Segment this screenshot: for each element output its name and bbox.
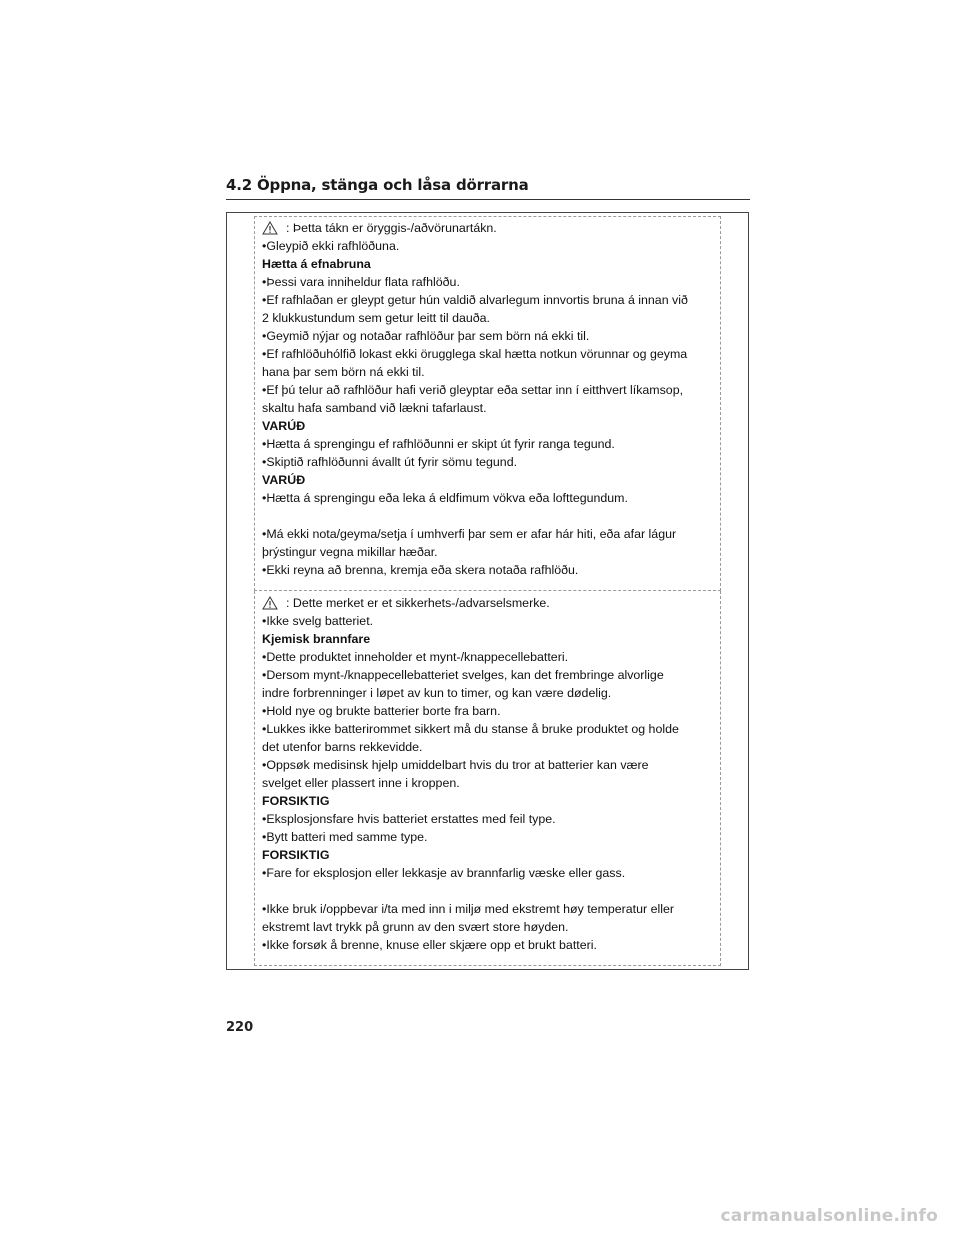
warning-intro-text: : Dette merket er et sikkerhets-/advarselsmerke. [286, 596, 550, 610]
hazard-heading: Hætta á efnabruna [262, 257, 371, 271]
text-line: •Lukkes ikke batterirommet sikkert må du stanse å bruke produktet og holde [262, 722, 679, 736]
warning-intro-text: : Þetta tákn er öryggis-/aðvörunartákn. [286, 221, 497, 235]
text-line: •Dette produktet inneholder et mynt-/knappecellebatteri. [262, 650, 569, 664]
text-line: 2 klukkustundum sem getur leitt til dauða. [262, 311, 490, 325]
text-line: •Ef rafhlaðan er gleypt getur hún valdið alvarlegum innvortis bruna á innan við [262, 293, 688, 307]
caution-heading: VARÚÐ [262, 419, 306, 433]
text-line: •Ekki reyna að brenna, kremja eða skera notaða rafhlöðu. [262, 563, 579, 577]
warning-triangle-icon [262, 596, 278, 610]
text-line: det utenfor barns rekkevidde. [262, 740, 423, 754]
text-line: hana þar sem börn ná ekki til. [262, 365, 425, 379]
text-line: •Ikke svelg batteriet. [262, 614, 374, 628]
hazard-heading: Kjemisk brannfare [262, 632, 371, 646]
warning-intro-line [262, 219, 722, 237]
text-line: •Bytt batteri med samme type. [262, 830, 428, 844]
caution-heading: FORSIKTIG [262, 794, 330, 808]
text-line: •Geymið nýjar og notaðar rafhlöður þar sem börn ná ekki til. [262, 329, 590, 343]
text-line: indre forbrenninger i løpet av kun to timer, og kan være dødelig. [262, 686, 612, 700]
text-line: •Þessi vara inniheldur flata rafhlöðu. [262, 275, 460, 289]
warning-intro-line [262, 594, 722, 612]
norwegian-warning-text [262, 594, 722, 954]
text-line: •Hold nye og brukte batterier borte fra barn. [262, 704, 501, 718]
text-line: •Eksplosjonsfare hvis batteriet erstattes med feil type. [262, 812, 556, 826]
warning-triangle-icon [262, 221, 278, 235]
text-line: •Ef þú telur að rafhlöður hafi verið gleyptar eða settar inn í eitthvert líkamsop, [262, 383, 684, 397]
text-line: •Hætta á sprengingu eða leka á eldfimum vökva eða lofttegundum. [262, 491, 628, 505]
text-line: þrýstingur vegna mikillar hæðar. [262, 545, 438, 559]
caution-heading: FORSIKTIG [262, 848, 330, 862]
text-line: skaltu hafa samband við lækni tafarlaust. [262, 401, 487, 415]
text-line: •Ef rafhlöðuhólfið lokast ekki örugglega skal hætta notkun vörunnar og geyma [262, 347, 688, 361]
page-number: 220 [226, 1020, 254, 1035]
text-line: svelget eller plassert inne i kroppen. [262, 776, 460, 790]
blank-line [262, 882, 722, 900]
icelandic-warning-text [262, 219, 722, 579]
text-line: •Skiptið rafhlöðunni ávallt út fyrir sömu tegund. [262, 455, 518, 469]
text-line: •Ikke forsøk å brenne, knuse eller skjære opp et brukt batteri. [262, 938, 597, 952]
text-line: •Oppsøk medisinsk hjelp umiddelbart hvis du tror at batterier kan være [262, 758, 649, 772]
text-line: •Fare for eksplosjon eller lekkasje av brannfarlig væske eller gass. [262, 866, 626, 880]
text-line: ekstremt lavt trykk på grunn av den svært store høyden. [262, 920, 569, 934]
section-header: 4.2 Öppna, stänga och låsa dörrarna [226, 176, 750, 200]
blank-line [262, 507, 722, 525]
text-line: •Hætta á sprengingu ef rafhlöðunni er skipt út fyrir ranga tegund. [262, 437, 615, 451]
text-line: •Má ekki nota/geyma/setja í umhverfi þar sem er afar hár hiti, eða afar lágur [262, 527, 677, 541]
watermark: carmanualsonline.info [720, 1206, 938, 1226]
text-line: •Dersom mynt-/knappecellebatteriet svelges, kan det frembringe alvorlige [262, 668, 664, 682]
text-line: •Ikke bruk i/oppbevar i/ta med inn i miljø med ekstremt høy temperatur eller [262, 902, 675, 916]
text-line: •Gleypið ekki rafhlöðuna. [262, 239, 400, 253]
caution-heading: VARÚÐ [262, 473, 306, 487]
